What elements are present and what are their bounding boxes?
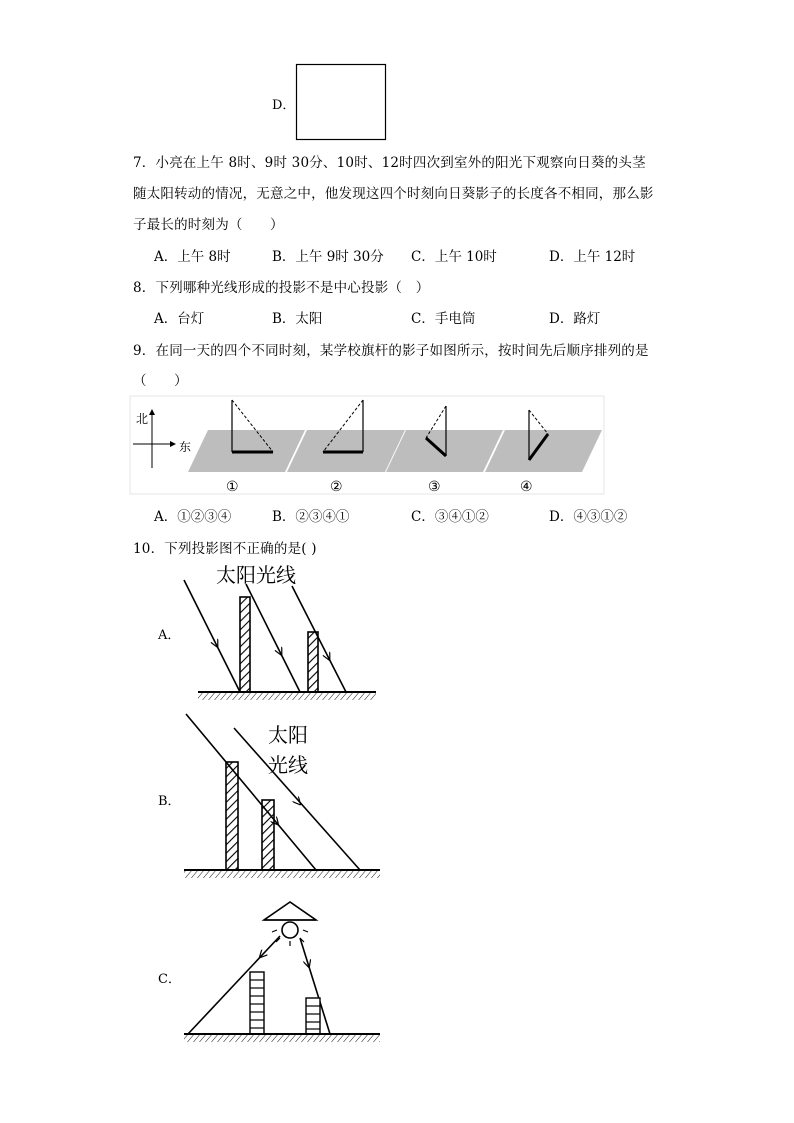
q10-option-b-caption-line-2: 光线 [268,753,308,777]
q8-option-c[interactable]: C．手电筒 [411,311,476,327]
q9-option-c[interactable]: C．③④①② [411,509,489,525]
q10-option-a-figure [180,562,380,702]
q7-option-a[interactable]: A．上午 8时 [154,249,231,265]
q10-option-a-label[interactable]: A． [158,628,181,643]
q7-option-b[interactable]: B．上午 9时 30分 [272,249,384,265]
q10-option-c-label[interactable]: C． [158,972,181,987]
q8-stem: 8．下列哪种光线形成的投影不是中心投影（ ） [133,280,430,296]
compass-east-label: 东 [179,440,192,454]
q7-stem-line-3: 子最长的时刻为（ ） [133,217,284,233]
lamp-icon [264,902,316,946]
q7-option-d[interactable]: D．上午 12时 [549,249,636,265]
q10-option-b-figure [182,710,382,885]
figure-label-4: ④ [520,479,533,495]
figure-label-1: ① [226,479,239,495]
ground-plane-4 [485,430,602,472]
tall-pole [250,972,264,1034]
q9-option-b[interactable]: B．②③④① [272,509,350,525]
short-pole [306,998,320,1034]
q6-option-d-label: D． [272,98,296,113]
short-pole [308,632,318,692]
tall-pole [240,597,250,692]
q9-flagpole-shadow-figure [130,396,605,496]
ground-plane-3 [386,430,503,472]
figure-label-3: ③ [428,479,441,495]
compass-north-label: 北 [136,412,149,426]
q9-stem-line-1: 9．在同一天的四个不同时刻，某学校旗杆的影子如图所示，按时间先后顺序排列的是 [133,343,649,359]
q7-stem-line-1: 7．小亮在上午 8时、9时 30分、10时、12时四次到室外的阳光下观察向日葵的头茎 [133,155,646,171]
q7-stem-line-2: 随太阳转动的情况，无意之中，他发现这四个时刻向日葵影子的长度各不相同，那么影 [133,186,654,202]
q10-option-a-caption: 太阳光线 [216,563,296,587]
q9-stem-line-2: （ ） [133,373,188,389]
figure-label-2: ② [330,479,343,495]
q10-stem: 10．下列投影图不正确的是( ) [133,541,317,557]
q8-option-d[interactable]: D．路灯 [549,311,601,327]
q10-option-c-figure [182,898,382,1048]
tall-pole [226,762,238,870]
q9-option-a[interactable]: A．①②③④ [154,509,232,525]
q7-option-c[interactable]: C．上午 10时 [411,249,497,265]
q9-option-d[interactable]: D．④③①② [549,509,628,525]
short-pole [262,800,274,870]
q10-option-b-label[interactable]: B． [158,794,181,809]
q8-option-b[interactable]: B．太阳 [272,311,323,327]
q8-option-a[interactable]: A．台灯 [154,311,205,327]
q10-option-b-caption-line-1: 太阳 [268,723,308,747]
q6-option-d-square-figure [296,64,386,140]
